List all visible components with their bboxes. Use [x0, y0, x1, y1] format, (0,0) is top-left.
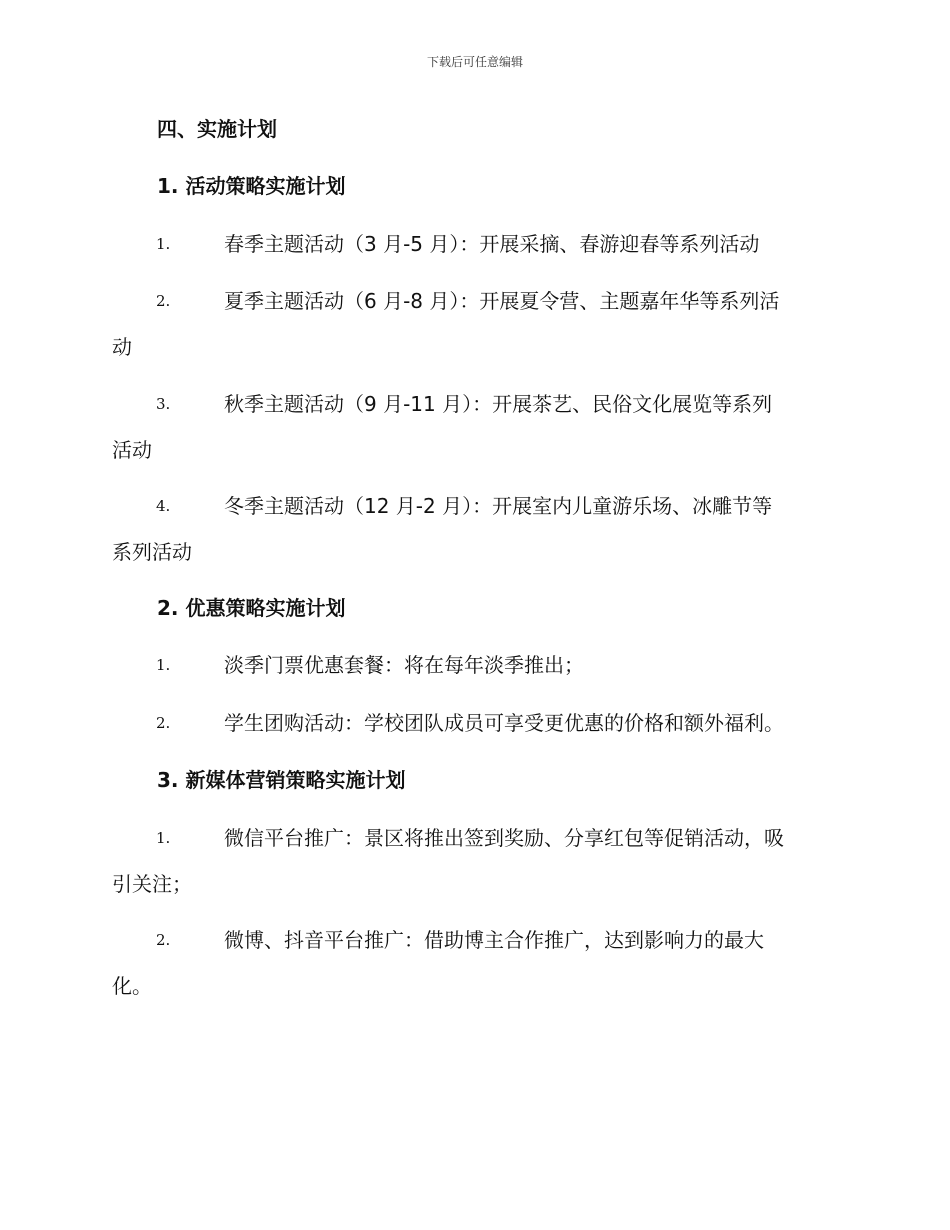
list-item	[112, 221, 842, 267]
list-item-text: 夏季主题活动（6 月-8 月）：开展夏令营、主题嘉年华等系列活	[224, 289, 780, 313]
list-item-number: 2.	[156, 292, 171, 310]
list-item	[112, 815, 842, 907]
section-heading-new-media: 3. 新媒体营销策略实施计划	[157, 768, 406, 792]
list-item	[112, 917, 842, 1009]
list-item	[112, 381, 842, 473]
section-heading-discount: 2. 优惠策略实施计划	[157, 596, 346, 620]
list-item-text: 秋季主题活动（9 月-11 月）：开展茶艺、民俗文化展览等系列	[224, 392, 773, 416]
header-note: 下载后可任意编辑	[426, 55, 523, 69]
list-item-number: 2.	[156, 931, 171, 949]
list-item-text-continued: 动	[112, 335, 132, 359]
list-item-number: 2.	[156, 714, 171, 732]
list-item	[112, 642, 842, 688]
list-item-number: 1.	[156, 656, 171, 674]
list-item-text-continued: 引关注；	[112, 872, 192, 896]
list-item-text: 春季主题活动（3 月-5 月）：开展采摘、春游迎春等系列活动	[224, 232, 760, 256]
list-item-text-continued: 系列活动	[112, 540, 192, 564]
list-item-text-continued: 化。	[112, 974, 152, 998]
list-item-number: 1.	[156, 235, 171, 253]
list-item-text: 学生团购活动：学校团队成员可享受更优惠的价格和额外福利。	[224, 711, 784, 735]
list-item-text: 微博、抖音平台推广：借助博主合作推广，达到影响力的最大	[224, 928, 764, 952]
list-item	[112, 700, 842, 746]
section-heading-activity: 1. 活动策略实施计划	[157, 174, 346, 198]
list-item-text: 微信平台推广：景区将推出签到奖励、分享红包等促销活动，吸	[224, 826, 784, 850]
list-item-text: 淡季门票优惠套餐：将在每年淡季推出；	[224, 653, 584, 677]
list-item-text: 冬季主题活动（12 月-2 月）：开展室内儿童游乐场、冰雕节等	[224, 494, 773, 518]
list-item	[112, 483, 842, 575]
list-item-text-continued: 活动	[112, 438, 152, 462]
list-item-number: 3.	[156, 395, 171, 413]
section-title: 四、实施计划	[157, 117, 277, 141]
list-item-number: 4.	[156, 497, 171, 515]
list-item	[112, 278, 842, 370]
list-item-number: 1.	[156, 829, 171, 847]
